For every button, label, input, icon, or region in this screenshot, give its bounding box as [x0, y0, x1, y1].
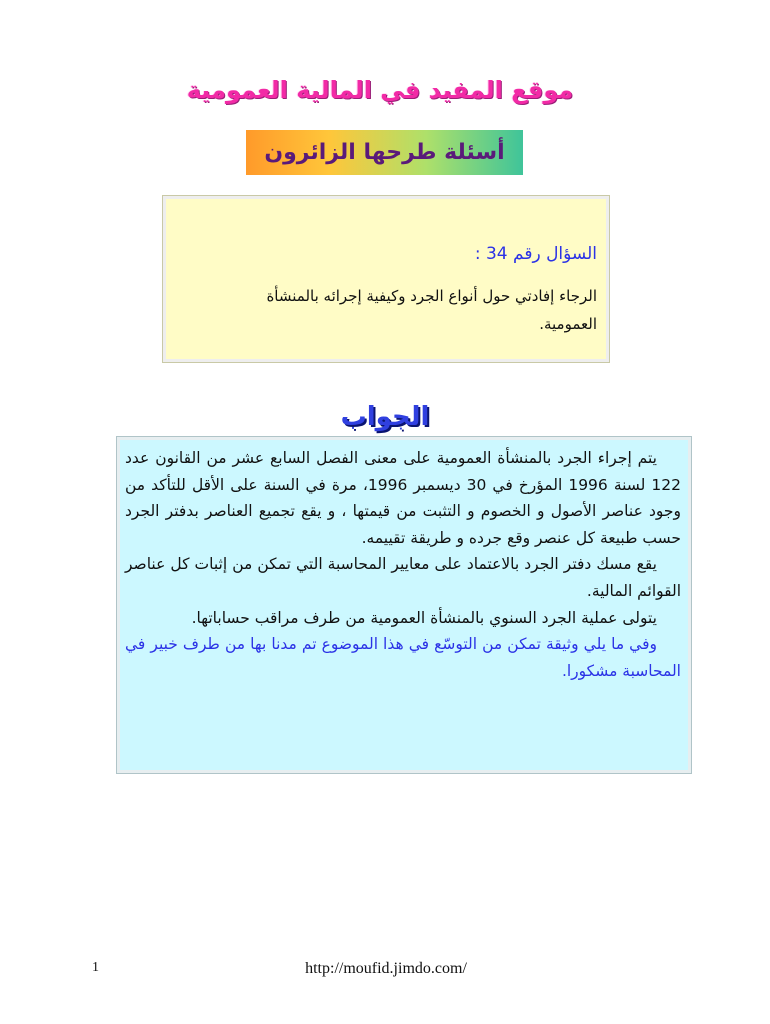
answer-heading: الجواب [340, 402, 430, 432]
answer-box [116, 436, 692, 774]
answer-paragraph: يتولى عملية الجرد السنوي بالمنشأة العمومية من طرف مراقب حساباتها. [191, 608, 657, 627]
answer-paragraph: يقع مسك دفتر الجرد بالاعتماد على معايير المحاسبة التي تمكن من إثبات كل عناصر القوائم المالية. [125, 555, 681, 600]
page-number: 1 [92, 960, 99, 975]
answer-text [125, 445, 681, 684]
footer-url[interactable]: http://moufid.jimdo.com/ [305, 960, 467, 977]
visitor-questions-banner [246, 130, 523, 175]
banner-title: أسئلة طرحها الزائرون [264, 140, 505, 165]
question-text: الرجاء إفادتي حول أنواع الجرد وكيفية إجرائه بالمنشأة العمومية. [266, 287, 597, 333]
answer-note: وفي ما يلي وثيقة تمكن من التوسّع في هذا الموضوع تم مدنا بها من طرف خبير في المحاسبة مشكورا. [125, 635, 681, 680]
site-title: موقع المفيد في المالية العمومية [186, 76, 574, 104]
answer-paragraph: يتم إجراء الجرد بالمنشأة العمومية على معنى الفصل السابع عشر من القانون عدد 122 لسنة 1996 المؤرخ في 30 ديسمبر 1996، مرة في السنة على الأقل للتأكد من وجود عناصر الأصول و الخصوم و التثبت من قيمتها ، و يقع تجميع العناصر بدفتر الجرد حسب طبيعة كل عنصر وقع جرده و طريقة تقييمه. [125, 449, 681, 547]
question-label: السؤال رقم 34 : [474, 244, 597, 264]
question-box [162, 195, 610, 363]
